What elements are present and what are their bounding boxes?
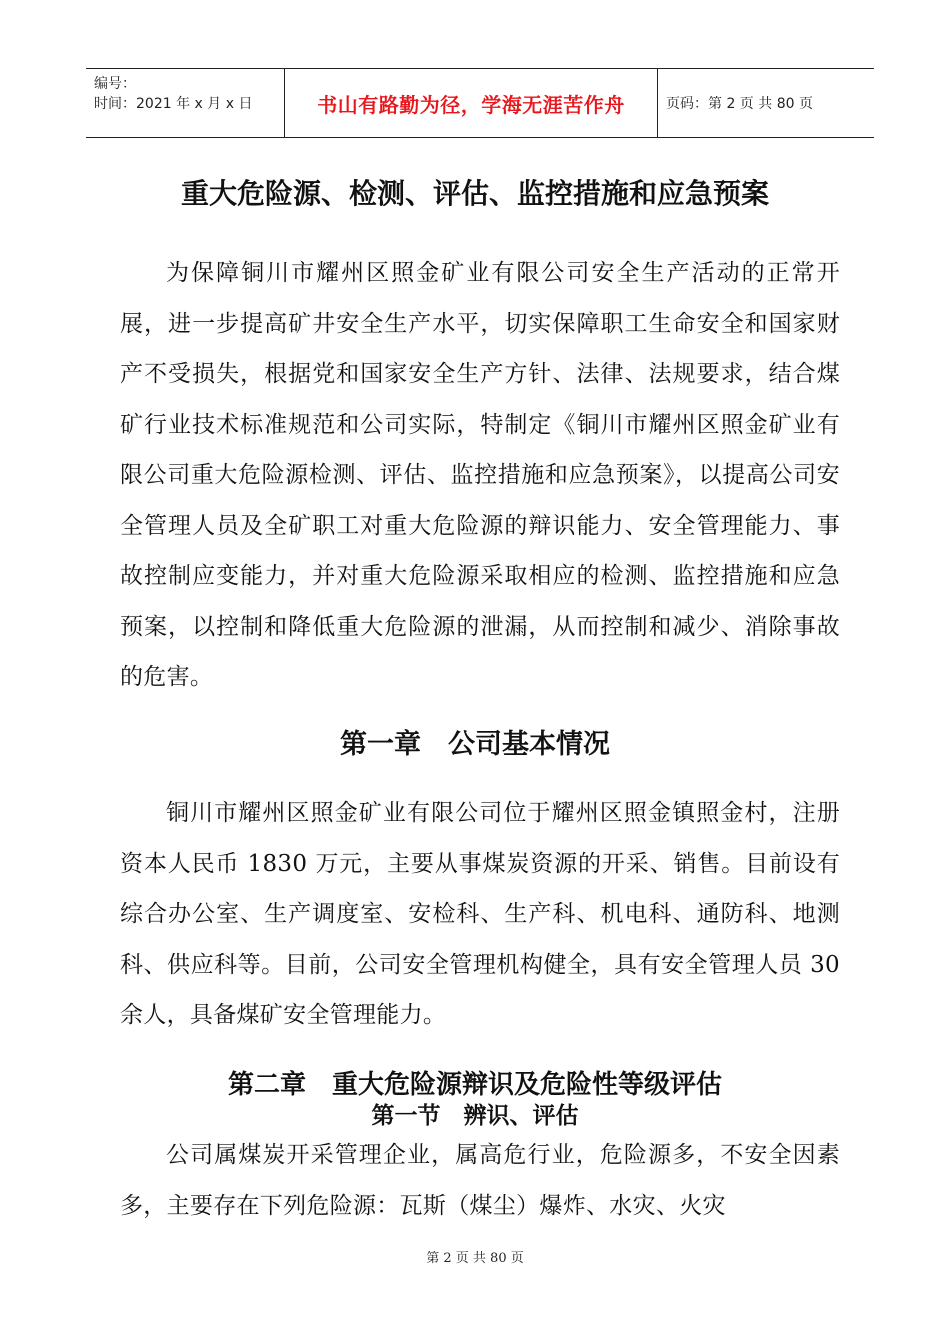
main-title: 重大危险源、检测、评估、监控措施和应急预案 — [180, 177, 769, 210]
header-page-info: 页码：第 2 页 共 80 页 — [666, 96, 813, 112]
page-footer: 第 2 页 共 80 页 — [426, 1251, 524, 1266]
header-motto-cell — [285, 69, 658, 137]
chapter-2-title: 第二章 重大危险源辩识及危险性等级评估 — [227, 1070, 722, 1100]
chapter-1-paragraph: 铜川市耀州区照金矿业有限公司位于耀州区照金镇照金村，注册资本人民币 1830 万元，主要从事煤炭资源的开采、销售。目前设有综合办公室、生产调度室、安检科、生产科、机电科、通防科、地测科、供应科等。目前，公司安全管理机构健全，具有安全管理人员 30 余人，具备煤矿安全管理能力。 — [120, 800, 840, 1028]
motto-text: 书山有路勤为径，学海无涯苦作舟 — [317, 92, 625, 117]
page-header — [86, 68, 874, 138]
intro-paragraph: 为保障铜川市耀州区照金矿业有限公司安全生产活动的正常开展，进一步提高矿井安全生产水平，切实保障职工生命安全和国家财产不受损失，根据党和国家安全生产方针、法律、法规要求，结合煤矿行业技术标准规范和公司实际，特制定《铜川市耀州区照金矿业有限公司重大危险源检测、评估、监控措施和应急预案》，以提高公司安全管理人员及全矿职工对重大危险源的辩识能力、安全管理能力、事故控制应变能力，并对重大危险源采取相应的检测、监控措施和应急预案，以控制和降低重大危险源的泄漏，从而控制和减少、消除事故的危害。 — [120, 260, 840, 690]
time-label: 时间：2021 年 x 月 x 日 — [94, 96, 253, 112]
section-1-title: 第一节 辨识、评估 — [371, 1102, 579, 1129]
number-label: 编号： — [94, 76, 136, 92]
chapter-1-title: 第一章 公司基本情况 — [340, 729, 610, 760]
header-meta-cell — [86, 69, 285, 137]
section-1-paragraph: 公司属煤炭开采管理企业，属高危行业，危险源多，不安全因素多，主要存在下列危险源：瓦斯（煤尘）爆炸、水灾、火灾 — [120, 1142, 840, 1219]
header-page-cell — [658, 69, 874, 137]
